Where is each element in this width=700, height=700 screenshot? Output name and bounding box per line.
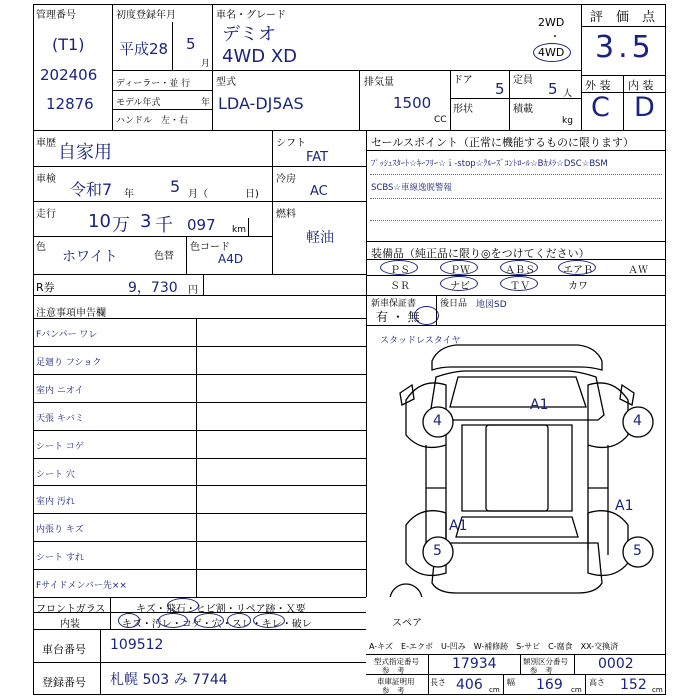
divider [366,654,666,655]
height-unit: cm [652,686,663,694]
equipment-item: ナビ [450,281,470,292]
note-row: Fバンパー ワレ [36,330,98,340]
mileage-rest: 097 [187,216,216,234]
sales-label: セールスポイント（正常に機能するものに限ります） [371,136,635,149]
divider [581,4,582,130]
mileage-sen-unit: 千 [155,215,173,236]
model-year-label: モデル年式 [116,98,161,108]
shape-label: 形状 [453,104,473,115]
interior-burn-circle [194,613,224,628]
mileage-man: 10 [88,211,111,232]
mileage-unit: km [232,225,246,235]
damage-mark-hood: A1 [530,397,549,413]
equipment-item: ＴＶ [510,281,530,292]
rating-value: 3.5 [595,30,655,65]
tire-mark-front-right: 4 [633,413,642,429]
reg-label: 初度登録年月 [116,10,176,21]
divider [366,241,666,242]
inspect-label: 車検 [36,174,56,185]
aftermarket-label: 後日品 [440,299,468,309]
divider [33,597,366,598]
divider [520,654,521,674]
divider [172,22,173,70]
inspect-day-unit: 日) [245,189,259,200]
spare-label: スペア [392,618,422,629]
mileage-label: 走行 [36,209,56,220]
divider [248,218,249,236]
doors: 5 [495,80,505,98]
mgmt-number-2: 12876 [46,95,94,113]
tire-note: スタッドレスタイヤ [380,336,461,346]
damage-legend: A-キズ E-エクボ U-凹み W-補修跡 S-サビ C-腐食 XX-交換済 [369,642,619,651]
equipment-item: ＡＢＳ [505,265,535,276]
note-row: 室内 汚れ [36,497,75,508]
divider [581,26,666,27]
interior-hole-circle [227,613,251,628]
reg-month: 5 [186,35,196,53]
door-label: ドア [453,75,473,86]
note-divider [33,346,366,347]
note-row: シート コゲ [36,441,84,452]
interior-scratch-circle [118,613,140,628]
width-label: 幅 [507,678,515,687]
reg-era: 平成28 [119,40,169,58]
inspect-year-unit: 年 [124,189,134,200]
divider [272,201,366,202]
divider [112,70,581,71]
drive-4wd: 4WD [538,46,565,59]
color-change-label: 色替 [154,251,174,262]
int-grade: D [634,92,655,123]
height-label: 高さ [589,678,605,687]
recycle-amount: 9，730 [128,280,178,296]
rating-label: 評 価 点 [590,10,656,25]
note-row: 室内 ニオイ [36,385,84,396]
divider [33,295,666,296]
divider [186,236,187,274]
equipment-item: カワ [568,281,588,292]
ext-label: 外 装 [585,79,611,92]
divider [623,75,624,130]
mgmt-code: (T1) [52,35,85,54]
interior-items: キズ・汚レ・コゲ・穴・スレ・キレ・破レ [122,619,312,630]
car-name: デミオ [222,24,276,45]
model-type: LDA-DJ5AS [218,94,304,113]
inspect-month: 5 [170,177,181,196]
note-row: シート 穴 [36,469,75,480]
recycle-unit: 円 [188,285,198,296]
equipment-circle [500,276,538,291]
tire-mark-rear-right: 5 [633,543,642,559]
capacity: 5 [548,80,558,98]
color-code-label: 色コード [190,242,230,253]
chassis-label: 車台番号 [42,643,86,656]
mgmt-label: 管理番号 [36,10,76,21]
fuel-value: 軽油 [306,230,334,246]
int-label: 内 装 [628,79,654,92]
shift-label: シフト [276,138,306,149]
divider [366,150,666,151]
divider [112,90,212,91]
note-row: 足廻り フショク [36,357,102,368]
length-label: 長さ [430,678,446,687]
note-divider [33,374,366,375]
reg-month-unit: 月 [201,59,211,69]
ac-label: 冷房 [276,174,296,185]
equipment-item: ＰＷ [450,265,470,276]
divider [450,98,581,99]
cap-label: 定員 [513,75,533,86]
dealer-label: ディーラー・並 行 [116,79,191,89]
divider [33,201,272,202]
model-year-unit: 年 [201,98,211,108]
note-divider [33,402,366,403]
divider [33,130,666,131]
length-value: 406 [456,677,483,693]
color-label: 色 [36,242,46,253]
drive-4wd-circle [533,43,571,62]
mileage-man-unit: 万 [112,215,130,236]
equipment-item: エアＢ [563,265,593,276]
note-row: 天張 キバミ [36,413,84,424]
class-label: 類別区分番号 [523,657,568,666]
divider [33,612,366,613]
inspect-month-unit: 月（ [188,189,208,200]
chassis-no: 109512 [110,637,164,653]
cert-ref: 参 考 [382,686,405,695]
aftermarket-value: 地図SD [476,300,507,310]
damage-mark-left-side: A1 [449,518,468,534]
divider [33,629,366,630]
history-label: 車歴 [36,138,56,149]
divider [366,130,367,295]
divider [112,4,113,130]
width-value: 169 [536,677,563,693]
tire-mark-rear-left: 5 [433,543,442,559]
notes-label: 注意事項申告欄 [36,308,106,319]
disp-unit: CC [434,115,447,125]
divider [212,4,213,130]
ext-grade: C [591,92,610,123]
divider [359,70,360,130]
cert-label: 車庫証明用 [377,677,415,686]
width-unit: cm [571,686,582,694]
divider [436,295,437,325]
equipment-item: ＳＲ [390,281,410,292]
load-unit: kg [562,116,573,126]
divider [272,130,273,274]
divider [203,274,204,295]
note-divider [33,485,366,486]
displacement: 1500 [393,94,432,112]
ac-value: AC [310,184,328,199]
damage-mark-right-side: A1 [615,498,634,514]
dotted-line [370,220,662,221]
tire-mark-front-left: 4 [433,413,442,429]
equipment-circle [500,260,538,275]
sales-line-2: SCBS☆車線逸脱警報 [371,183,453,193]
equipment-circle [440,276,478,291]
equipment-label: 装備品（純正品に限り◎をつけてください） [371,247,590,260]
divider [110,597,111,629]
mgmt-number-1: 202406 [40,66,98,84]
type-spec-no: 17934 [452,656,497,672]
class-no: 0002 [598,656,634,672]
interior-scuff-circle [253,613,285,628]
cap-unit: 人 [563,89,573,99]
name-label: 車名・グレード [216,10,286,21]
warranty-label: 新車保証書 [371,299,417,309]
divider [574,654,575,674]
divider [33,662,366,663]
note-divider [33,541,366,542]
note-divider [33,513,366,514]
divider [33,236,272,237]
type-spec-ref: 参 考 [382,666,405,675]
divider [503,674,504,695]
equipment-circle [558,260,596,275]
note-divider [33,458,366,459]
reg-no-label: 登録番号 [42,676,86,689]
note-divider [33,569,366,570]
class-ref: 参 考 [530,666,553,675]
front-glass-items: キズ・飛石・ヒビ割・リペア跡・Ｘ要 [136,604,306,615]
divider [450,70,451,130]
note-row: Fサイドメンバー先×× [36,581,127,592]
history-value: 自家用 [58,142,112,163]
equipment-item: ＰＳ [390,265,410,276]
divider [33,318,366,319]
note-row: シート すれ [36,553,84,564]
grade: 4WD XD [222,46,298,67]
divider [112,109,212,110]
recycle-label: R券 [36,281,55,294]
divider [272,166,366,167]
equipment-item: ＡＷ [628,265,648,276]
equipment-circle [440,260,478,275]
interior-label: 内装 [60,619,80,630]
color-value: ホワイト [62,249,118,265]
reg-no: 札幌 503 み 7744 [110,672,228,688]
drive-2wd: 2WD [538,16,565,29]
color-code: A4D [218,252,244,266]
equipment-circle [380,260,418,275]
height-value: 152 [620,677,647,693]
divider [509,70,510,130]
disp-label: 排気量 [364,77,394,88]
front-glass-label: フロントガラス [36,604,106,615]
interior-stain-circle [158,613,188,628]
sales-line-1: ﾌﾟｯｼｭｽﾀｰﾄ☆ｷｰﾌﾘｰ☆ｉ-stop☆ｸﾙｰｽﾞｺﾝﾄﾛｰﾙ☆Bｶﾒﾗ☆DSC☆BSM [371,159,608,169]
fuel-label: 燃料 [276,209,296,220]
type-label: 型式 [216,77,236,88]
dotted-line [370,174,662,175]
dotted-line [370,198,662,199]
note-row: 内張り キズ [36,525,84,536]
glass-stone-circle [167,598,199,613]
length-unit: cm [489,686,500,694]
divider [33,166,272,167]
divider [585,674,586,695]
shift-value: FAT [306,150,329,165]
warranty-value: 有 ・ 無 [376,310,420,324]
inspect-era: 令和7 [70,180,113,199]
load-label: 積載 [513,104,533,115]
type-spec-label: 型式指定番号 [374,657,419,666]
mileage-sen: 3 [140,211,152,232]
car-diagram [366,325,666,597]
drive-dot: ・ [550,32,560,43]
handle-label: ハンドル 左・右 [116,116,189,126]
note-divider [33,430,366,431]
divider [366,674,666,675]
divider [33,274,366,275]
